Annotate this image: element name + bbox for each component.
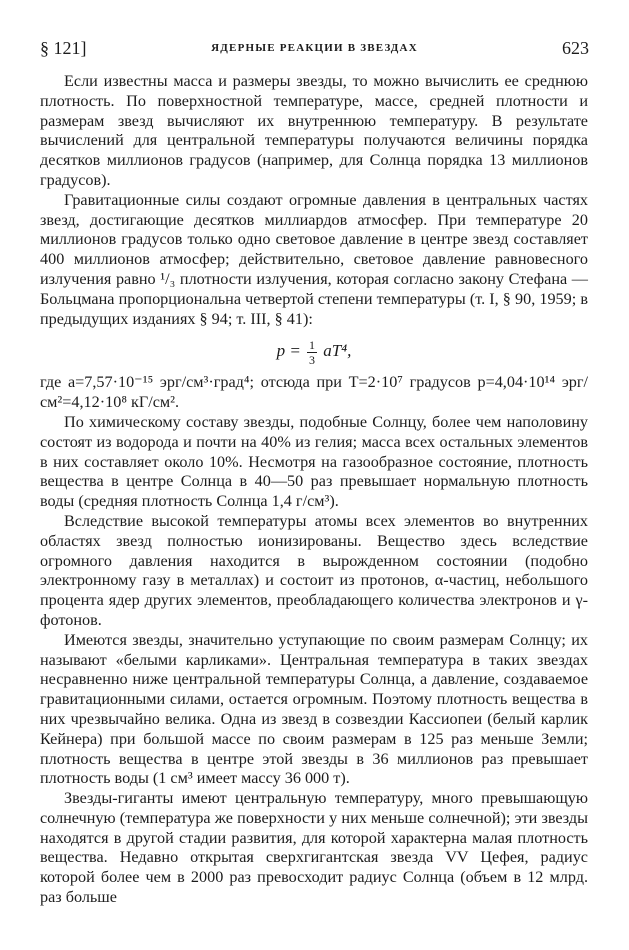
page-number: 623 xyxy=(562,38,589,58)
formula-fraction xyxy=(307,338,317,367)
formula-equals: = xyxy=(289,341,301,361)
paragraph: Звезды-гиганты имеют центральную температуру, много превышающую солнечную (температура же поверхности у них меньше солнечной); эти звезды находятся в другой стадии развития, для которой характерна малая плотность вещества. Недавно открытая сверхгигантская звезда VV Цефея, радиус которой более чем в 2000 раз превосходит радиус Солнца (объем в 12 млрд. раз больше xyxy=(40,789,588,907)
fraction-denominator: 3 xyxy=(309,352,316,367)
paragraph: Имеются звезды, значительно уступающие по своим размерам Солнцу; их называют «белыми карликами». Центральная температура в таких звездах несравненно ниже центральной температуры Солнца, а давление, создаваемое гравитационными силами, остается огромным. Поэтому плотность вещества в них чрезвычайно велика. Одна из звезд в созвездии Кассиопеи (белый карлик Кейнера) при большой массе по своим размерам в 125 раз меньше Земли; плотность вещества в центре этой звезды в 36 миллионов раз превышает плотность воды (1 см³ имеет массу 36 000 т). xyxy=(40,630,588,788)
running-header xyxy=(40,38,589,60)
formula-lhs: p xyxy=(276,341,286,361)
formula xyxy=(40,331,588,371)
section-number: § 121] xyxy=(40,38,87,58)
paragraph: По химическому составу звезды, подобные Солнцу, более чем наполовину состоят из водорода и почти на 40% из гелия; масса всех остальных элементов в них составляет около 10%. Несмотря на газообразное состояние, плотность вещества в центре Солнца в 40—50 раз превышает нормальную плотность воды (средняя плотность Солнца 1,4 г/см³). xyxy=(40,412,588,511)
formula-rhs: aT⁴, xyxy=(323,341,352,361)
page-body xyxy=(40,72,588,908)
fraction-numerator: 1 xyxy=(309,337,316,352)
running-title: ЯДЕРНЫЕ РЕАКЦИИ В ЗВЕЗДАХ xyxy=(211,42,418,54)
paragraph: Если известны масса и размеры звезды, то можно вычислить ее среднюю плотность. По поверхностной температуре, массе, средней плотности и размерам звезд вычисляют их внутреннюю температуру. В результате вычислений для центральной температуры получаются величины порядка десятков миллионов градусов (например, для Солнца порядка 13 миллионов градусов). xyxy=(40,72,588,189)
formula-explanation: где a=7,57·10⁻¹⁵ эрг/см³·град⁴; отсюда при T=2·10⁷ градусов p=4,04·10¹⁴ эрг/см²=4,12·10⁸ кГ/см². xyxy=(40,373,588,412)
paragraph: Вследствие высокой температуры атомы всех элементов во внутренних областях звезд полностью ионизированы. Вещество здесь вследствие огромного давления находится в вырожденном состоянии (подобно электронному газу в металлах) и состоит из протонов, α-частиц, небольшого процента ядер других элементов, преобладающего количества электронов и γ-фотонов. xyxy=(40,511,588,629)
paragraph: Гравитационные силы создают огромные давления в центральных частях звезд, достигающие десятков миллиардов атмосфер. При температуре 20 миллионов градусов только одно световое давление в центре звезд составляет 400 миллионов атмосфер; действительно, световое давление равновесного излучения равно ¹/₃ плотности излучения, которая согласно закону Стефана — Больцмана пропорциональна четвертой степени температуры (т. I, § 90, 1959; в предыдущих изданиях § 94; т. III, § 41): xyxy=(40,190,588,328)
